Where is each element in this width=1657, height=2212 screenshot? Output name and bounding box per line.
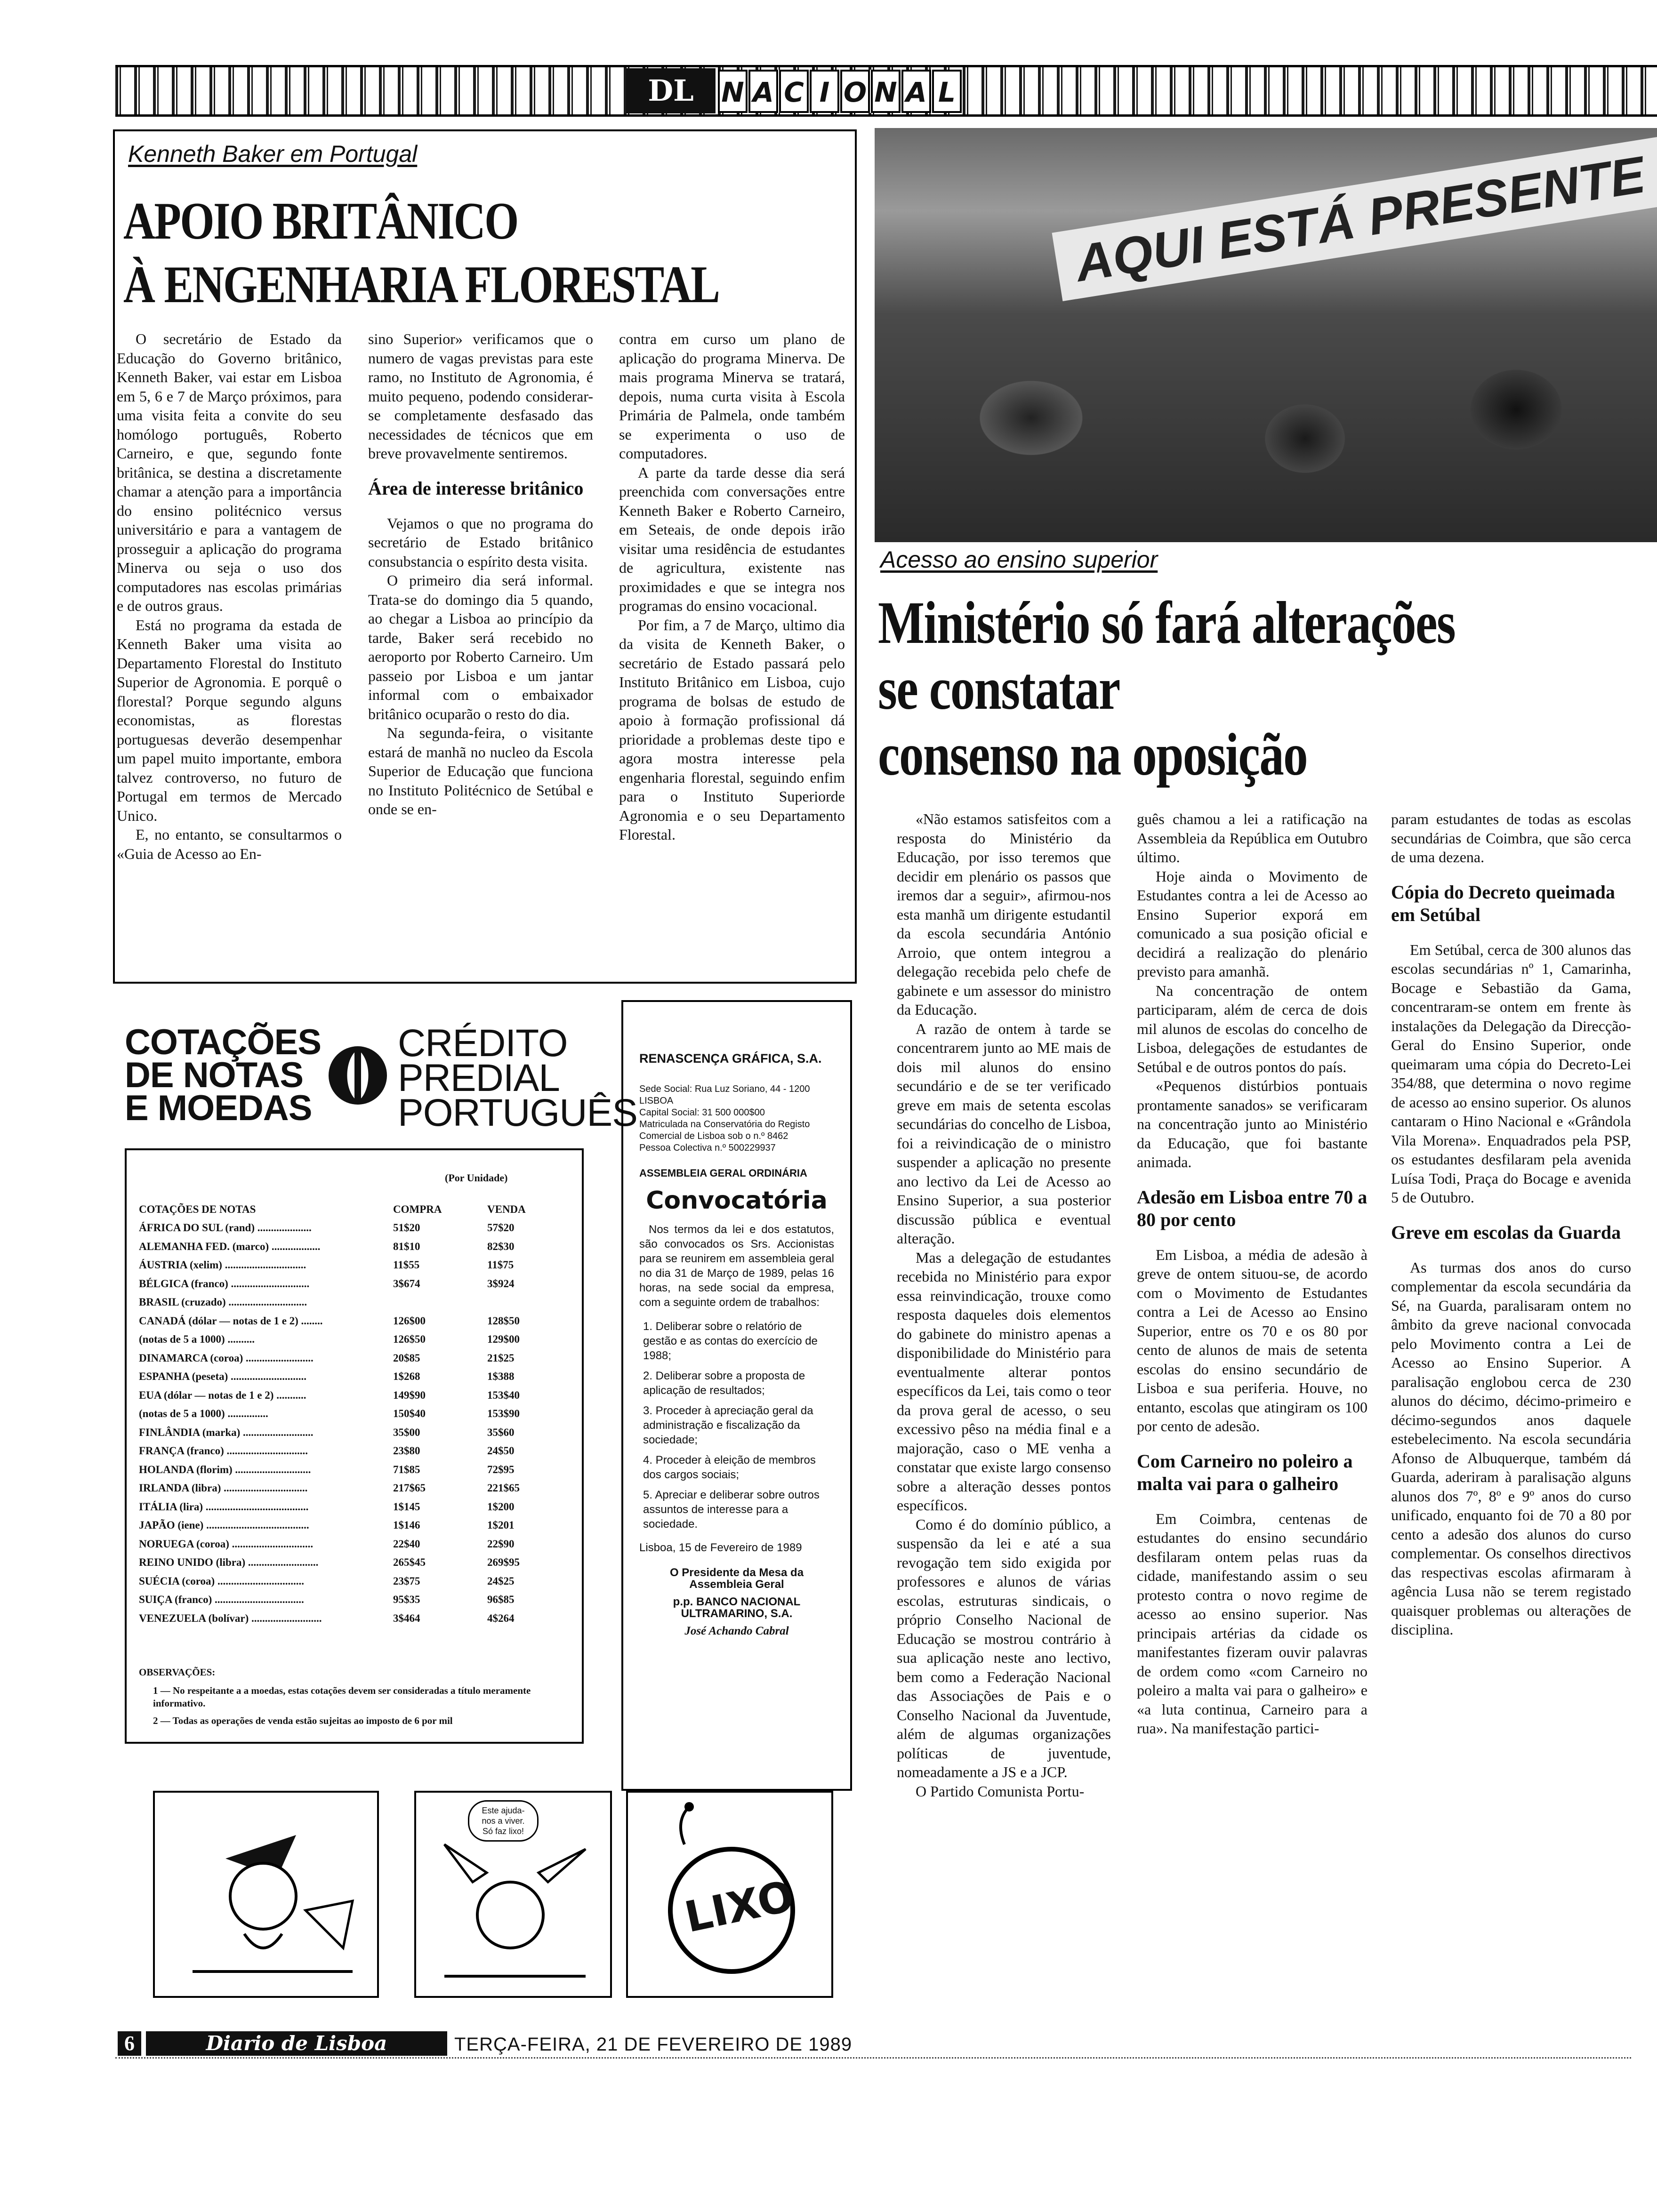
article-acesso-kicker: Acesso ao ensino superior [880,546,1158,573]
exchange-row [139,1460,572,1479]
currency-name: IRLANDA (libra) ............................... [139,1482,308,1494]
notice-date: Lisboa, 15 de Fevereiro de 1989 [639,1541,802,1554]
section-letter: O [840,70,870,113]
buy-rate: 95$35 [393,1594,420,1606]
exchange-row [139,1609,572,1628]
notice-detail: Sede Social: Rua Luz Soriano, 44 - 1200 LISBOA [639,1084,810,1106]
article-acesso-headline-1: Ministério só fará alterações [878,589,1456,656]
obs-item: 2 — Todas as operações de venda estão sujeitas ao imposto de 6 por mil [153,1715,453,1726]
buy-rate: 126$50 [393,1333,426,1346]
exchange-row [139,1312,572,1330]
buy-rate: 23$75 [393,1575,420,1587]
per-unit-label: (Por Unidade) [445,1172,508,1184]
exchange-row [139,1479,572,1498]
sell-rate: 153$90 [487,1408,520,1420]
paragraph: O Partido Comunista Portu- [916,1782,1085,1800]
exchange-title-line: COTAÇÕES [125,1022,322,1062]
paragraph: Na segunda-feira, o visitante estará de manhã no nucleo da Escola Superior de Educação que funciona no Instituto Politécnico de Setúbal e onde se en- [368,724,593,817]
buy-rate: 11$55 [393,1259,420,1271]
col-header: COTAÇÕES DE NOTAS [139,1203,256,1215]
subheading: Com Carneiro no poleiro a malta vai para o galheiro [1137,1450,1353,1494]
col-header: VENDA [487,1203,526,1215]
buy-rate: 126$00 [393,1314,426,1327]
buy-rate: 149$90 [393,1389,426,1401]
currency-name: BRASIL (cruzado) ............................. [139,1296,307,1308]
protest-banner: AQUI ESTÁ PRESENTE [1052,137,1657,301]
buy-rate: 3$464 [393,1612,420,1624]
subheading: Cópia do Decreto queimada em Setúbal [1391,881,1615,925]
subheading: Adesão em Lisboa entre 70 a 80 por cento [1137,1186,1367,1230]
buy-rate [393,1293,487,1312]
currency-name: FRANÇA (franco) .............................. [139,1445,308,1457]
exchange-row [139,1591,572,1610]
notice-company: RENASCENÇA GRÁFICA, S.A. [639,1051,822,1066]
currency-name: CANADÁ (dólar — notas de 1 e 2) ........ [139,1314,323,1327]
article-baker-col-3 [619,329,845,844]
currency-name: REINO UNIDO (libra) .......................... [139,1556,319,1569]
protest-photo [875,128,1657,542]
currency-name: (notas de 5 a 1000) .......... [139,1333,255,1346]
article-acesso-col-1 [897,809,1111,1801]
article-acesso-headline-3: consenso na oposição [878,721,1307,788]
section-letter: A [901,70,931,113]
notice-item: 2. Deliberar sobre a proposta de aplicação de resultados; [643,1370,805,1397]
paragraph: Em Coimbra, centenas de estudantes do ensino secundário desfilaram ontem pelas ruas da cidade, manifestando assim o seu protesto contra o novo regime de acesso ao ensino superior. Nas principais artérias da cidade os manifestantes fizeram ouvir palavras de ordem como «com Carneiro no poleiro a malta vai para o galheiro» e «a luta continua, Carneiro para a rua». Na manifestação partici- [1137,1510,1367,1737]
exchange-row [139,1293,572,1312]
currency-name: SUÉCIA (coroa) ................................ [139,1575,304,1587]
currency-name: EUA (dólar — notas de 1 e 2) ........... [139,1389,306,1401]
footer-page-number: 6 [118,2031,141,2056]
article-baker-col-2 [368,329,593,819]
exchange-row [139,1516,572,1535]
sell-rate: 221$65 [487,1482,520,1494]
lixo-label: LIXO [680,1871,798,1943]
sell-rate: 128$50 [487,1314,520,1327]
exchange-row [139,1535,572,1554]
sell-rate: 1$201 [487,1519,515,1531]
section-letter: N [871,70,901,113]
exchange-row [139,1405,572,1424]
paragraph: guês chamou a lei a ratificação na Assembleia da República em Outubro último. [1137,810,1367,866]
sell-rate: 35$60 [487,1426,515,1438]
article-baker-headline-1: APOIO BRITÂNICO [123,192,518,250]
paragraph: Mas a delegação de estudantes recebida no Ministério para expor essa reinvindicação, trouxe como resposta daqueles dois elementos do gabinete do ministro apenas a disponibilidade do Ministério para eventualmente alterar pontos específicos da Lei, tais como o teor da prova geral de acesso, o seu excessivo pêso na média final e a majoração, caso o ME venha a constatar que existe largo consenso sobre a alteração desses pontos específicos. [897,1249,1111,1514]
paragraph: sino Superior» verificamos que o numero de vagas previstas para este ramo, no Instituto de Agronomia, é muito pequeno, podendo considerar-se completamente desfasado das necessidades de técnicos que em breve provavelmente sentiremos. [368,330,593,462]
notice-intro: Nos termos da lei e dos estatutos, são convocados os Srs. Accionistas para se reunirem em assembleia geral no dia 31 de Março de 1989, pelas 16 horas, na sede social da empresa, com a seguinte ordem de trabalhos: [639,1223,834,1309]
article-baker-headline-2: À ENGENHARIA FLORESTAL [123,256,719,314]
sell-rate: 82$30 [487,1240,515,1252]
article-acesso-col-3 [1391,809,1631,1639]
exchange-row [139,1498,572,1516]
bank-name-line: CRÉDITO [398,1022,568,1065]
buy-rate: 1$145 [393,1500,420,1513]
section-letter: L [932,70,962,113]
buy-rate: 71$85 [393,1463,420,1475]
currency-name: FINLÂNDIA (marka) .......................... [139,1426,314,1438]
notice-item: 1. Deliberar sobre o relatório de gestão e as contas do exercício de 1988; [643,1320,818,1362]
buy-rate: 81$10 [393,1240,420,1252]
notice-sign: O Presidente da Mesa da Assembleia Geral [669,1566,804,1591]
article-acesso-headline-2: se constatar [878,655,1120,722]
sell-rate: 21$25 [487,1352,515,1364]
paragraph: «Não estamos satisfeitos com a resposta do Ministério da Educação, por isso teremos que decidir em plenário os passos que iremos dar a seguir», afirmou-nos esta manhã um dirigente estudantil da escola secundária António Arroio, que ontem integrou a delegação recebida pelo chefe de gabinete e um assessor do ministro da Educação. [897,810,1111,1018]
currency-name: VENEZUELA (bolívar) .......................... [139,1612,322,1624]
masthead-logo: DL [626,68,716,113]
currency-name: HOLANDA (florim) ............................ [139,1463,311,1475]
exchange-row [139,1554,572,1572]
paragraph: contra em curso um plano de aplicação do programa Minerva. De mais programa Minerva se tratará, depois, numa curta visita à Escola Primária de Palmela, onde também se experimenta o uso de computadores. [619,330,845,462]
paragraph: Na concentração de ontem participaram, além de cerca de dois mil alunos de escolas do concelho de Lisboa, delegações de estudantes de Setúbal e de outros pontos do país. [1137,982,1367,1075]
currency-name: ALEMANHA FED. (marco) .................. [139,1240,321,1252]
buy-rate: 265$45 [393,1556,426,1569]
currency-name: ÁFRICA DO SUL (rand) .................... [139,1222,312,1234]
buy-rate: 1$146 [393,1519,420,1531]
sell-rate: 1$388 [487,1370,515,1383]
buy-rate: 35$00 [393,1426,420,1438]
paragraph: Por fim, a 7 de Março, ultimo dia da visita de Kenneth Baker, o secretário de Estado passará pelo Instituto Britânico em Lisboa, cujo programa de bolsas de estudo de apoio à formação profissional dá prioridade a problemas deste tipo e agora mostra interesse pela engenharia florestal, seguindo enfim para o Instituto Superiorde Agronomia e o seu Departamento Florestal. [619,616,845,843]
buy-rate: 23$80 [393,1445,420,1457]
bank-name-line: PORTUGUÊS [398,1091,637,1134]
paragraph: Vejamos o que no programa do secretário de Estado britânico consubstancia o espírito desta visita. [368,514,593,570]
sell-rate: 153$40 [487,1389,520,1401]
notice-detail: Capital Social: 31 500 000$00 [639,1107,765,1118]
currency-name: DINAMARCA (coroa) ......................... [139,1352,314,1364]
buy-rate: 51$20 [393,1222,420,1234]
section-letter: N [718,70,748,113]
notice-meeting: ASSEMBLEIA GERAL ORDINÁRIA [639,1167,807,1179]
exchange-title-line: DE NOTAS [125,1055,304,1095]
notice-item: 5. Apreciar e deliberar sobre outros assuntos de interesse para a sociedade. [643,1489,820,1531]
exchange-row [139,1423,572,1442]
exchange-rates-ad [115,1012,637,1807]
paragraph: A razão de ontem à tarde se concentrarem junto ao ME mais de dois mil alunos do ensino secundário e de se ter verificado greve em mais de setenta escolas secundárias do concelho de Lisboa, foi a reivindicação de o ministro suspender a aplicação no presente ano lectivo da Lei de Acesso ao Ensino Superior, a sua posterior discussão pública e eventual alteração. [897,1020,1111,1247]
obs-title: OBSERVAÇÕES: [139,1667,216,1678]
exchange-row [139,1572,572,1591]
currency-name: (notas de 5 a 1000) ............... [139,1408,268,1420]
exchange-row [139,1368,572,1387]
buy-rate: 217$65 [393,1482,426,1494]
footer-date: TERÇA-FEIRA, 21 DE FEVEREIRO DE 1989 [454,2034,853,2055]
sell-rate [487,1293,572,1312]
paragraph: O secretário de Estado da Educação do Governo britânico, Kenneth Baker, vai estar em Lisboa em 5, 6 e 7 de Março próximos, para uma visita feita a convite do seu homólogo português, Roberto Carneiro, e que, segundo fonte britânica, se destina a discretamente chamar a atenção para a importância do ensino politécnico versus universitário e para a vantagem de prosseguir a aplicação do programa Minerva ou seja o uso dos computadores nas escolas primárias e de outros graus. [117,330,342,614]
subheading: Greve em escolas da Guarda [1391,1221,1621,1243]
notice-detail: Pessoa Colectiva n.º 500229937 [639,1143,776,1153]
currency-name: JAPÃO (iene) ...................................... [139,1519,309,1531]
article-baker-kicker: Kenneth Baker em Portugal [128,141,418,167]
sell-rate: 24$50 [487,1445,515,1457]
notice-sign: p.p. BANCO NACIONAL ULTRAMARINO, S.A. [673,1595,801,1620]
bank-name [398,1022,637,1134]
paragraph: Está no programa da estada de Kenneth Baker uma visita ao Departamento Florestal do Instituto Superior de Agronomia. E porquê o florestal? Porque segundo alguns economistas, as florestas portuguesas deverão desempenhar um papel muito importante, embora talvez controverso, no futuro de Portugal em termos de Mercado Unico. [117,616,342,824]
sell-rate: 3$924 [487,1277,515,1290]
exchange-row [139,1237,572,1256]
notice-signature: José Achando Cabral [684,1625,789,1637]
notice-box [621,1000,852,1791]
currency-name: ITÁLIA (lira) ...................................... [139,1500,309,1513]
buy-rate: 20$85 [393,1352,420,1364]
buy-rate: 150$40 [393,1408,426,1420]
paragraph: Em Setúbal, cerca de 300 alunos das escolas secundárias nº 1, Camarinha, Bocage e Sebastião da Gama, concentraram-se ontem em frente às instalações da Delegação da Direcção-Geral do Ensino Superior, onde queimaram uma cópia do Decreto-Lei 354/88, que determina o novo regime de acesso ao ensino superior. Os alunos cantaram o Hino Nacional e «Grândola Vila Morena». Enquadrados pela PSP, os estudantes desfilaram pela avenida Luísa Todi, Praça do Bocage e avenida 5 de Outubro. [1391,941,1631,1206]
currency-name: NORUEGA (coroa) .............................. [139,1538,314,1550]
cartoon-panel-2 [414,1791,612,1998]
exchange-row [139,1256,572,1275]
buy-rate: 1$268 [393,1370,420,1383]
bank-logo-icon [322,1040,393,1111]
exchange-row [139,1330,572,1349]
bank-name-line: PREDIAL [398,1057,560,1099]
paragraph: A parte da tarde desse dia será preenchida com conversações entre Kenneth Baker e Roberto Carneiro, em Seteais, de onde depois irão visitar uma residência de estudantes de agricultura, existente nas proximidades e que se integra nos programas do ensino vocacional. [619,464,845,614]
sell-rate: 22$90 [487,1538,515,1550]
buy-rate: 22$40 [393,1538,420,1550]
currency-name: ÁUSTRIA (xelim) .............................. [139,1259,306,1271]
section-letter: I [810,70,839,113]
notice-detail: Comercial de Lisboa sob o n.º 8462 [639,1131,788,1141]
sell-rate: 96$85 [487,1594,515,1606]
sell-rate: 129$00 [487,1333,520,1346]
currency-name: BÉLGICA (franco) ............................. [139,1277,310,1290]
buy-rate: 3$674 [393,1277,420,1290]
sell-rate: 4$264 [487,1612,515,1624]
paragraph: Hoje ainda o Movimento de Estudantes contra a lei de Acesso ao Ensino Superior exporá em comunicado a sua posição oficial e decidirá a realização do plenário previsto para amanhã. [1137,867,1367,980]
col-header: COMPRA [393,1203,442,1215]
article-acesso-col-2 [1137,809,1367,1738]
sell-rate: 1$200 [487,1500,515,1513]
section-letter: A [748,70,778,113]
speech-bubble: Este ajuda-nos a viver. Só faz lixo! [468,1800,539,1842]
notice-title: Convocatória [646,1186,828,1215]
cartoon-panel-1 [153,1791,379,1998]
paragraph: param estudantes de todas as escolas secundárias de Coimbra, que são cerca de uma dezena. [1391,810,1631,866]
paragraph: E, no entanto, se consultarmos o «Guia de Acesso ao En- [117,826,342,862]
sell-rate: 72$95 [487,1463,515,1475]
paragraph: Como é do domínio público, a suspensão da lei e até a sua revogação tem sido exigida por professores e alunos de várias escolas, estruturas sindicais, o próprio Conselho Nacional de Educação se mostrou contrário à sua aplicação neste ano lectivo, bem como a Federação Nacional das Associações de Pais e o Conselho Nacional da Juventude, além de algumas organizações políticas de juventude, nomeadamente a JS e a JCP. [897,1515,1111,1780]
paragraph: O primeiro dia será informal. Trata-se do domingo dia 5 quando, ao chegar a Lisboa ao princípio da tarde, Baker será recebido no aeroporto por Roberto Carneiro. Um passeio por Lisboa e um jantar informal com o embaixador britânico ocuparão o resto do dia. [368,572,593,722]
sell-rate: 24$25 [487,1575,515,1587]
exchange-row [139,1386,572,1405]
subheading: Área de interesse britânico [368,477,584,499]
exchange-title-line: E MOEDAS [125,1088,312,1128]
notice-detail: Matriculada na Conservatória do Registo [639,1119,810,1130]
currency-name: ESPANHA (peseta) ............................ [139,1370,307,1383]
exchange-title [125,1022,322,1128]
section-title [718,70,963,113]
currency-name: SUIÇA (franco) ................................. [139,1594,304,1606]
obs-item: 1 — No respeitante a a moedas, estas cotações devem ser consideradas a título meramente informativo. [153,1685,531,1709]
exchange-row [139,1442,572,1461]
paragraph: «Pequenos distúrbios pontuais prontamente sanados» se verificaram na concentração junto ao Ministério da Educação, que foi bastante animada. [1137,1077,1367,1170]
exchange-obs [139,1666,563,1727]
exchange-row [139,1274,572,1293]
exchange-table [139,1200,572,1628]
sell-rate: 11$75 [487,1259,514,1271]
sell-rate: 269$95 [487,1556,520,1569]
article-baker-col-1 [117,329,342,863]
section-letter: C [779,70,809,113]
cartoon-panel-3 [626,1791,833,1998]
sell-rate: 57$20 [487,1222,515,1234]
paragraph: As turmas dos anos do curso complementar da escola secundária da Sé, na Guarda, paralisaram ontem no âmbito da greve nacional convocada pelo Movimento contra a Lei de Acesso ao Ensino Superior. A paralisação englobou cerca de 230 alunos do décimo, décimo-primeiro e décimo-segundos anos daquele estebelecimento. Na escola secundária Afonso de Albuquerque, também dá Guarda, aderiram à paralisação alguns alunos dos 7º, 8º e 9º anos do curso unificado, enquanto foi de 70 a 80 por cento a adesão dos alunos do curso complementar. Os conselhos directivos das respectivas escolas afirmaram à agência Lusa não se terem registado quaisquer problemas ou alterações de disciplina. [1391,1258,1631,1638]
paragraph: Em Lisboa, a média de adesão à greve de ontem situou-se, de acordo com o Movimento de Estudantes contra a Lei de Acesso ao Ensino Superior, entre os 70 e os 80 por cento de alunos de mais de setenta escolas do ensino secundário de Lisboa e sua periferia. Houve, no entanto, escolas que atingiram os 100 por cento de adesão. [1137,1246,1367,1435]
footer-paper-name: Diario de Lisboa [146,2031,447,2056]
exchange-row [139,1349,572,1368]
exchange-row [139,1219,572,1238]
notice-item: 3. Proceder à apreciação geral da administração e fiscalização da sociedade; [643,1404,813,1446]
notice-item: 4. Proceder à eleição de membros dos cargos sociais; [643,1454,816,1481]
